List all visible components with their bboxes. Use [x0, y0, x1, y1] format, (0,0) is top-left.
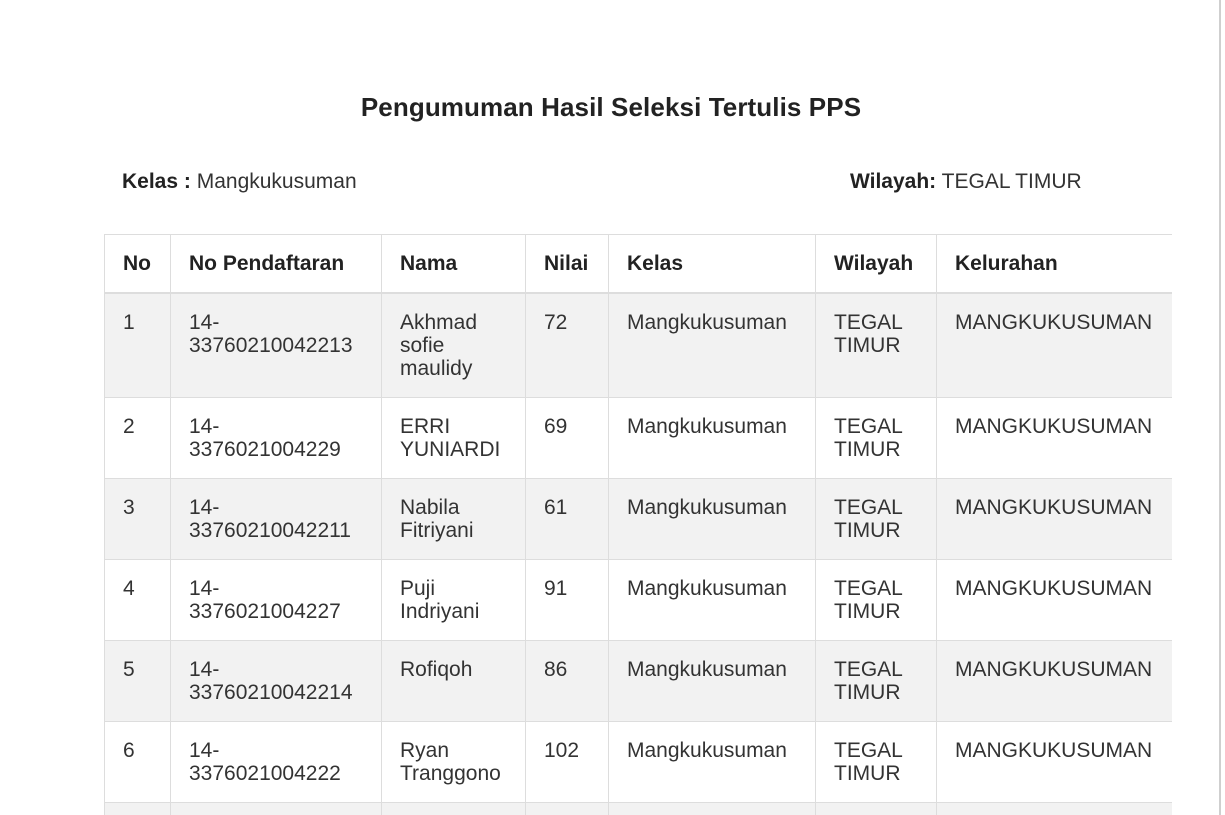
cell-kelurahan: MANGKUKUSUMAN — [937, 398, 1173, 479]
header-kelas: Kelas — [609, 235, 816, 294]
wilayah-info — [850, 170, 1082, 194]
cell-nama: Akhmad sofie maulidy — [382, 293, 526, 398]
table-row — [105, 722, 1173, 803]
header-wilayah: Wilayah — [816, 235, 937, 294]
cell-wilayah: TEGAL TIMUR — [816, 479, 937, 560]
cell-nilai: 102 — [526, 722, 609, 803]
table-row — [105, 641, 1173, 722]
kelas-info-value: Mangkukusuman — [196, 170, 357, 193]
cell-empty — [816, 803, 937, 815]
cell-empty — [937, 803, 1173, 815]
cell-kelas: Mangkukusuman — [609, 560, 816, 641]
cell-nilai: 69 — [526, 398, 609, 479]
header-kelurahan: Kelurahan — [937, 235, 1173, 294]
cell-wilayah: TEGAL TIMUR — [816, 560, 937, 641]
table-row — [105, 560, 1173, 641]
cell-empty — [105, 803, 171, 815]
cell-wilayah: TEGAL TIMUR — [816, 641, 937, 722]
cell-kelurahan: MANGKUKUSUMAN — [937, 722, 1173, 803]
cell-wilayah: TEGAL TIMUR — [816, 398, 937, 479]
cell-kelurahan: MANGKUKUSUMAN — [937, 560, 1173, 641]
cell-kelas: Mangkukusuman — [609, 722, 816, 803]
table-row — [105, 479, 1173, 560]
results-table-header — [105, 235, 1173, 294]
cell-kelas: Mangkukusuman — [609, 479, 816, 560]
wilayah-info-label: Wilayah: — [850, 170, 937, 193]
cell-kelurahan: MANGKUKUSUMAN — [937, 641, 1173, 722]
cell-no-pendaftaran: 14-33760210042213 — [171, 293, 382, 398]
cell-no: 3 — [105, 479, 171, 560]
results-table-body — [105, 293, 1173, 815]
cell-nilai: 72 — [526, 293, 609, 398]
cell-nilai: 86 — [526, 641, 609, 722]
cell-nama: ERRI YUNIARDI — [382, 398, 526, 479]
header-no: No — [105, 235, 171, 294]
cell-nilai: 91 — [526, 560, 609, 641]
table-row — [105, 398, 1173, 479]
header-nilai: Nilai — [526, 235, 609, 294]
wilayah-info-value: TEGAL TIMUR — [941, 170, 1082, 193]
table-row — [105, 293, 1173, 398]
cell-no: 4 — [105, 560, 171, 641]
cell-no-pendaftaran: 14-3376021004222 — [171, 722, 382, 803]
cell-kelas: Mangkukusuman — [609, 641, 816, 722]
cell-kelas: Mangkukusuman — [609, 398, 816, 479]
table-row-partial — [105, 803, 1173, 815]
cell-kelas: Mangkukusuman — [609, 293, 816, 398]
cell-empty — [171, 803, 382, 815]
cell-empty — [382, 803, 526, 815]
cell-wilayah: TEGAL TIMUR — [816, 293, 937, 398]
cell-kelurahan: MANGKUKUSUMAN — [937, 293, 1173, 398]
cell-empty — [609, 803, 816, 815]
cell-empty — [526, 803, 609, 815]
cell-nama: Rofiqoh — [382, 641, 526, 722]
cell-no-pendaftaran: 14-3376021004227 — [171, 560, 382, 641]
cell-no-pendaftaran: 14-33760210042214 — [171, 641, 382, 722]
kelas-info — [122, 170, 357, 194]
header-row — [105, 235, 1173, 294]
cell-nama: Ryan Tranggono — [382, 722, 526, 803]
header-no-pendaftaran: No Pendaftaran — [171, 235, 382, 294]
cell-no: 1 — [105, 293, 171, 398]
cell-no: 5 — [105, 641, 171, 722]
cell-nilai: 61 — [526, 479, 609, 560]
cell-no: 6 — [105, 722, 171, 803]
header-nama: Nama — [382, 235, 526, 294]
cell-kelurahan: MANGKUKUSUMAN — [937, 479, 1173, 560]
results-table — [104, 234, 1172, 815]
cell-nama: Nabila Fitriyani — [382, 479, 526, 560]
cell-no-pendaftaran: 14-3376021004229 — [171, 398, 382, 479]
cell-wilayah: TEGAL TIMUR — [816, 722, 937, 803]
results-table-container — [104, 234, 1172, 815]
cell-nama: Puji Indriyani — [382, 560, 526, 641]
cell-no-pendaftaran: 14-33760210042211 — [171, 479, 382, 560]
kelas-info-label: Kelas : — [122, 170, 191, 193]
cell-no: 2 — [105, 398, 171, 479]
page-title: Pengumuman Hasil Seleksi Tertulis PPS — [360, 92, 862, 122]
